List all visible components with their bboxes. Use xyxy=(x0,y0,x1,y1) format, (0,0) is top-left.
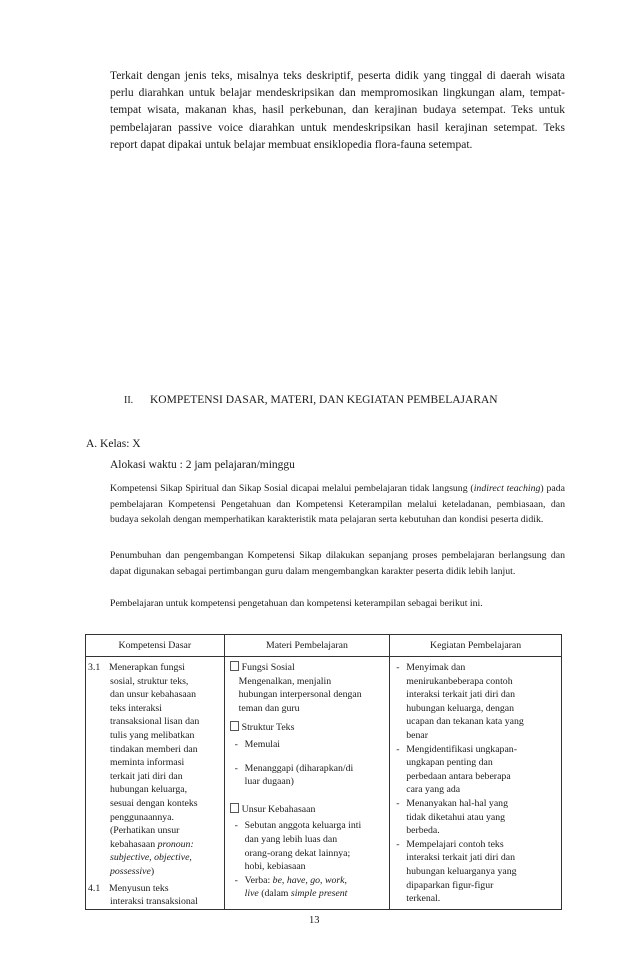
header-kompetensi-dasar: Kompetensi Dasar xyxy=(86,635,225,657)
verb-word: live xyxy=(244,888,259,900)
kegiatan-line: hubungan keluarganya yang xyxy=(406,865,517,877)
materi-text: Verba: xyxy=(244,874,273,886)
intro-paragraph: Terkait dengan jenis teks, misalnya teks deskriptif, peserta didik yang tinggal di daerah wisata perlu diarahkan untuk belajar mendeskripsikan dan mempromosikan lingkungan alam, tempat-tempat wisata, makanan khas, hasil perkebunan, dan kerajinan budaya setempat. Teks untuk pembelajaran passive voice diarahkan untuk mendeskripsikan hasil kerajinan setempat. Teks report dapat dipakai untuk belajar membuat ensiklopedia flora-fauna setempat. xyxy=(110,70,565,151)
kd-line: dan unsur kebahasaan xyxy=(110,689,196,701)
kd-italic: pronoun: xyxy=(157,838,194,850)
time-allocation: Alokasi waktu : 2 jam pelajaran/minggu xyxy=(110,459,295,471)
kd-number: 3.1 xyxy=(88,662,101,673)
materi-line: dan yang lebih luas dan xyxy=(244,833,338,845)
kd-italic: subjective, objective, xyxy=(110,852,192,864)
class-label: A. Kelas: X xyxy=(86,438,141,450)
materi-text: (dalam xyxy=(258,888,291,900)
kegiatan-line: perbedaan antara beberapa xyxy=(406,770,511,782)
materi-line: hubungan interpersonal dengan xyxy=(238,689,362,701)
kegiatan-line: tidak diketahui atau yang xyxy=(406,811,505,823)
kd-line: (Perhatikan unsur xyxy=(110,825,180,837)
kd-line: tindakan memberi dan xyxy=(110,743,198,755)
pembelajaran-paragraph: Pembelajaran untuk kompetensi pengetahuan dan kompetensi keterampilan sebagai berikut ini. xyxy=(110,598,483,609)
kegiatan-line: hubungan keluarga, dengan xyxy=(406,702,515,714)
sikap-paragraph xyxy=(110,481,565,528)
penumbuhan-paragraph: Penumbuhan dan pengembangan Kompetensi Sikap dilakukan sepanjang proses pembelajaran berlangsung dan dapat digunakan sebagai pertimbangan guru dalam mengembangkan karakter peserta didik lebih lanjut. xyxy=(110,550,565,577)
header-materi: Materi Pembelajaran xyxy=(224,635,390,657)
kegiatan-line: Mempelajari contoh teks xyxy=(406,838,504,850)
kd-line: hubungan keluarga, xyxy=(110,784,188,796)
verb-word: work xyxy=(324,874,345,886)
list-item: - Verba: be, have, go, work, xyxy=(234,874,347,886)
sikap-paragraph-text-b: ) pada pembelajaran Kompetensi Pengetahuan dan Kompetensi Keterampilan melalui keteladanan, pembiasaan, dan budaya sekolah dengan memperhatikan karakteristik mata pelajaran serta kebutuhan dan kondisi peserta didik. xyxy=(110,483,565,526)
materi-line: orang-orang dekat lainnya; xyxy=(244,847,351,859)
list-item: - Mempelajari contoh teks interaksi terkait jati diri dan hubungan keluarganya yang dipaparkan figur-figur terkenal. xyxy=(396,838,561,906)
kd-line: sesuai dengan konteks xyxy=(110,797,198,809)
materi-unsur-kebahasaan xyxy=(230,803,390,901)
materi-fungsi-sosial xyxy=(230,661,390,715)
materi-title: Unsur Kebahasaan xyxy=(241,803,316,815)
section-title: KOMPETENSI DASAR, MATERI, DAN KEGIATAN PEMBELAJARAN xyxy=(150,394,498,406)
list-item: - Menanggapi (diharapkan/di xyxy=(234,762,354,774)
kegiatan-line: cara yang ada xyxy=(406,784,461,796)
materi-line: Mengenalkan, menjalin xyxy=(238,675,332,687)
materi-title: Fungsi Sosial xyxy=(241,662,295,673)
header-kegiatan: Kegiatan Pembelajaran xyxy=(390,635,562,657)
materi-title: Struktur Teks xyxy=(241,722,295,734)
materi-line: hobi, kebiasaan xyxy=(244,861,306,873)
table-row xyxy=(86,657,562,910)
kegiatan-line: interaksi terkait jati diri dan xyxy=(406,852,516,864)
kegiatan-line: ungkapan penting dan xyxy=(406,757,493,769)
materi-line: Menanggapi (diharapkan/di xyxy=(244,762,354,774)
kd-line xyxy=(86,865,224,879)
section-heading xyxy=(124,394,498,406)
kd-line: Menerapkan fungsi xyxy=(109,662,185,673)
sikap-paragraph-text-a: Kompetensi Sikap Spiritual dan Sikap Sosial dicapai melalui pembelajaran tidak langsung ( xyxy=(110,483,474,494)
verb-word: be xyxy=(272,874,282,886)
kd-line: sosial, struktur teks, xyxy=(110,675,189,687)
list-item: - Menyimak dan menirukanbeberapa contoh interaksi terkait jati diri dan hubungan keluarga, dengan ucapan dan tekanan kata yang benar xyxy=(396,661,561,743)
kd-4-1 xyxy=(86,882,224,909)
kd-line: interaksi transaksional xyxy=(110,896,198,908)
table-header-row xyxy=(86,635,562,657)
kd-3-1 xyxy=(86,661,224,879)
list-item: - Menanyakan hal-hal yang tidak diketahui atau yang berbeda. xyxy=(396,797,561,838)
kegiatan-line: interaksi terkait jati diri dan xyxy=(406,689,516,701)
kegiatan-line: berbeda. xyxy=(406,825,440,837)
kegiatan-line: dipaparkan figur-figur xyxy=(406,879,494,891)
materi-italic: simple present xyxy=(290,888,348,900)
kd-line: terkait jati diri dan xyxy=(110,770,183,782)
verb-word: go xyxy=(310,874,321,886)
page-number: 13 xyxy=(309,915,320,926)
materi-line: luar dugaan) xyxy=(244,776,294,788)
materi-line: teman dan guru xyxy=(238,702,300,714)
kegiatan-line: ucapan dan tekanan kata yang xyxy=(406,716,524,728)
kegiatan-line: Mengidentifikasi ungkapan- xyxy=(406,743,517,755)
materi-struktur-teks xyxy=(230,721,390,788)
kd-text: ) xyxy=(150,865,155,877)
list-item: - Memulai xyxy=(234,738,281,750)
kegiatan-cell xyxy=(390,657,562,910)
kd-line: meminta informasi xyxy=(110,757,185,769)
kd-line: penggunaannya. xyxy=(110,811,174,823)
kd-line: teks interaksi xyxy=(110,702,162,714)
checkbox-bullet-icon xyxy=(230,661,239,671)
materi-cell xyxy=(224,657,390,910)
kegiatan-line: terkenal. xyxy=(406,893,441,905)
materi-line xyxy=(230,887,390,901)
kegiatan-line: Menyimak dan xyxy=(406,662,466,673)
kd-line xyxy=(86,851,224,865)
kd-text: kebahasaan xyxy=(110,838,158,850)
kegiatan-line: Menanyakan hal-hal yang xyxy=(406,797,508,809)
sikap-paragraph-italic: indirect teaching xyxy=(473,483,541,494)
kd-number: 4.1 xyxy=(88,882,101,894)
section-number: II. xyxy=(124,395,134,406)
competency-table xyxy=(85,634,562,910)
list-item: - Mengidentifikasi ungkapan- ungkapan penting dan perbedaan antara beberapa cara yang ada xyxy=(396,743,561,797)
kd-line: tulis yang melibatkan xyxy=(110,729,195,741)
kd-italic: possessive xyxy=(110,865,151,877)
kd-cell xyxy=(86,657,225,910)
kd-line: Menyusun teks xyxy=(109,882,169,894)
materi-line: Memulai xyxy=(244,738,281,750)
kegiatan-line: benar xyxy=(406,729,428,741)
kd-line xyxy=(86,838,224,852)
verb-word: have xyxy=(286,874,306,886)
list-item: - Sebutan anggota keluarga inti xyxy=(234,820,362,832)
checkbox-bullet-icon xyxy=(230,721,239,731)
checkbox-bullet-icon xyxy=(230,803,239,813)
kd-line: transaksional lisan dan xyxy=(110,716,200,728)
materi-line: Sebutan anggota keluarga inti xyxy=(244,820,362,832)
kegiatan-line: menirukanbeberapa contoh xyxy=(406,675,513,687)
